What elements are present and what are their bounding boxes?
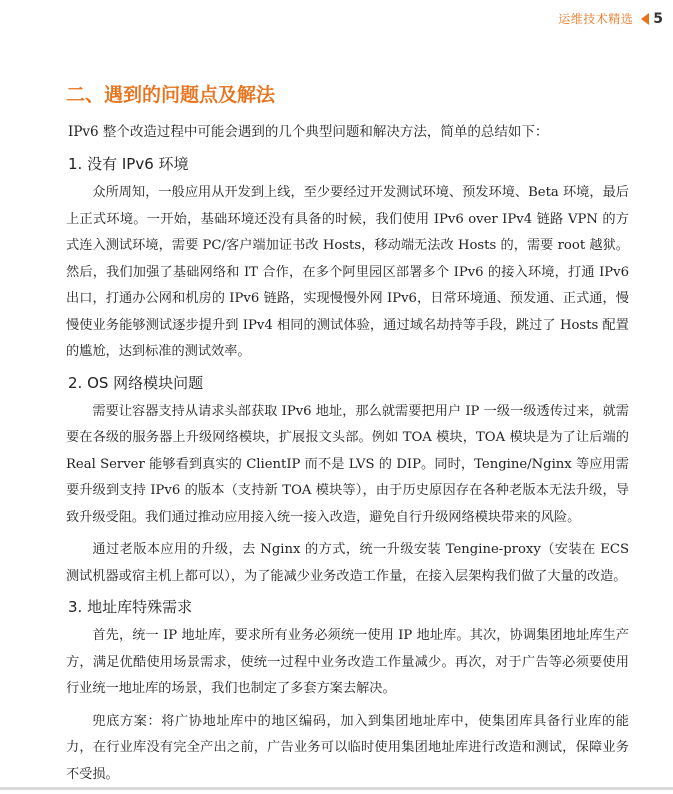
paragraph: 首先，统一 IP 地址库，要求所有业务必须统一使用 IP 地址库。其次，协调集团地址库生产方，满足优酷使用场景需求，使统一过程中业务改造工作量减少。再次，对于广告等必须要使用行业统一地址库的场景，我们也制定了多套方案去解决。	[66, 628, 629, 696]
section-title: 二、遇到的问题点及解法	[66, 84, 276, 106]
paragraph: 需要让容器支持从请求头部获取 IPv6 地址，那么就需要把用户 IP 一级一级透传过来，就需要在各级的服务器上升级网络模块，扩展报文头部。例如 TOA 模块，TOA 模块是为了让后端的 Real Server 能够看到真实的 ClientIP 而不是 LVS 的 DIP。同时，Tengine/Nginx 等应用需要升级到支持 IPv6 的版本（支持新 TOA 模块等），由于历史原因存在各种老版本无法升级，导致升级受阻。我们通过推动应用接入统一接入改造，避免自行升级网络模块带来的风险。	[66, 403, 629, 525]
paragraph: 众所周知，一般应用从开发到上线，至少要经过开发测试环境、预发环境、Beta 环境，最后上正式环境。一开始，基础环境还没有具备的时候，我们使用 IPv6 over IPv4 链路 VPN 的方式连入测试环境，需要 PC/客户端加证书改 Hosts，移动端无法改 Hosts 的，需要 root 越狱。然后，我们加强了基础网络和 IT 合作，在多个阿里园区部署多个 IPv6 的接入环境，打通 IPv6 出口，打通办公网和机房的 IPv6 链路，实现慢慢外网 IPv6，日常环境通、预发通、正式通，慢慢使业务能够测试逐步提升到 IPv4 相同的测试体验，通过域名劫持等手段，跳过了 Hosts 配置的尴尬，达到标准的测试效率。	[66, 185, 629, 359]
page-header	[558, 10, 663, 27]
section-intro: IPv6 整个改造过程中可能会遇到的几个典型问题和解决方法，简单的总结如下：	[68, 124, 549, 140]
arrow-left-icon	[641, 13, 649, 25]
subsection-title-2: 2. OS 网络模块问题	[68, 373, 204, 392]
header-title: 运维技术精选	[558, 12, 634, 26]
paragraph: 通过老版本应用的升级，去 Nginx 的方式，统一升级安装 Tengine-proxy（安装在 ECS 测试机器或宿主机上都可以），为了能减少业务改造工作量，在接入层架构我们做了大量的改造。	[66, 542, 629, 584]
page-content	[66, 80, 629, 794]
page-number: 5	[653, 10, 663, 27]
subsection-title-3: 3. 地址库特殊需求	[68, 598, 193, 616]
subsection-title-1: 1. 没有 IPv6 环境	[68, 155, 189, 173]
paragraph: 兜底方案：将广协地址库中的地区编码，加入到集团地址库中，使集团库具备行业库的能力，在行业库没有完全产出之前，广告业务可以临时使用集团地址库进行改造和测试，保障业务不受损。	[66, 713, 629, 782]
